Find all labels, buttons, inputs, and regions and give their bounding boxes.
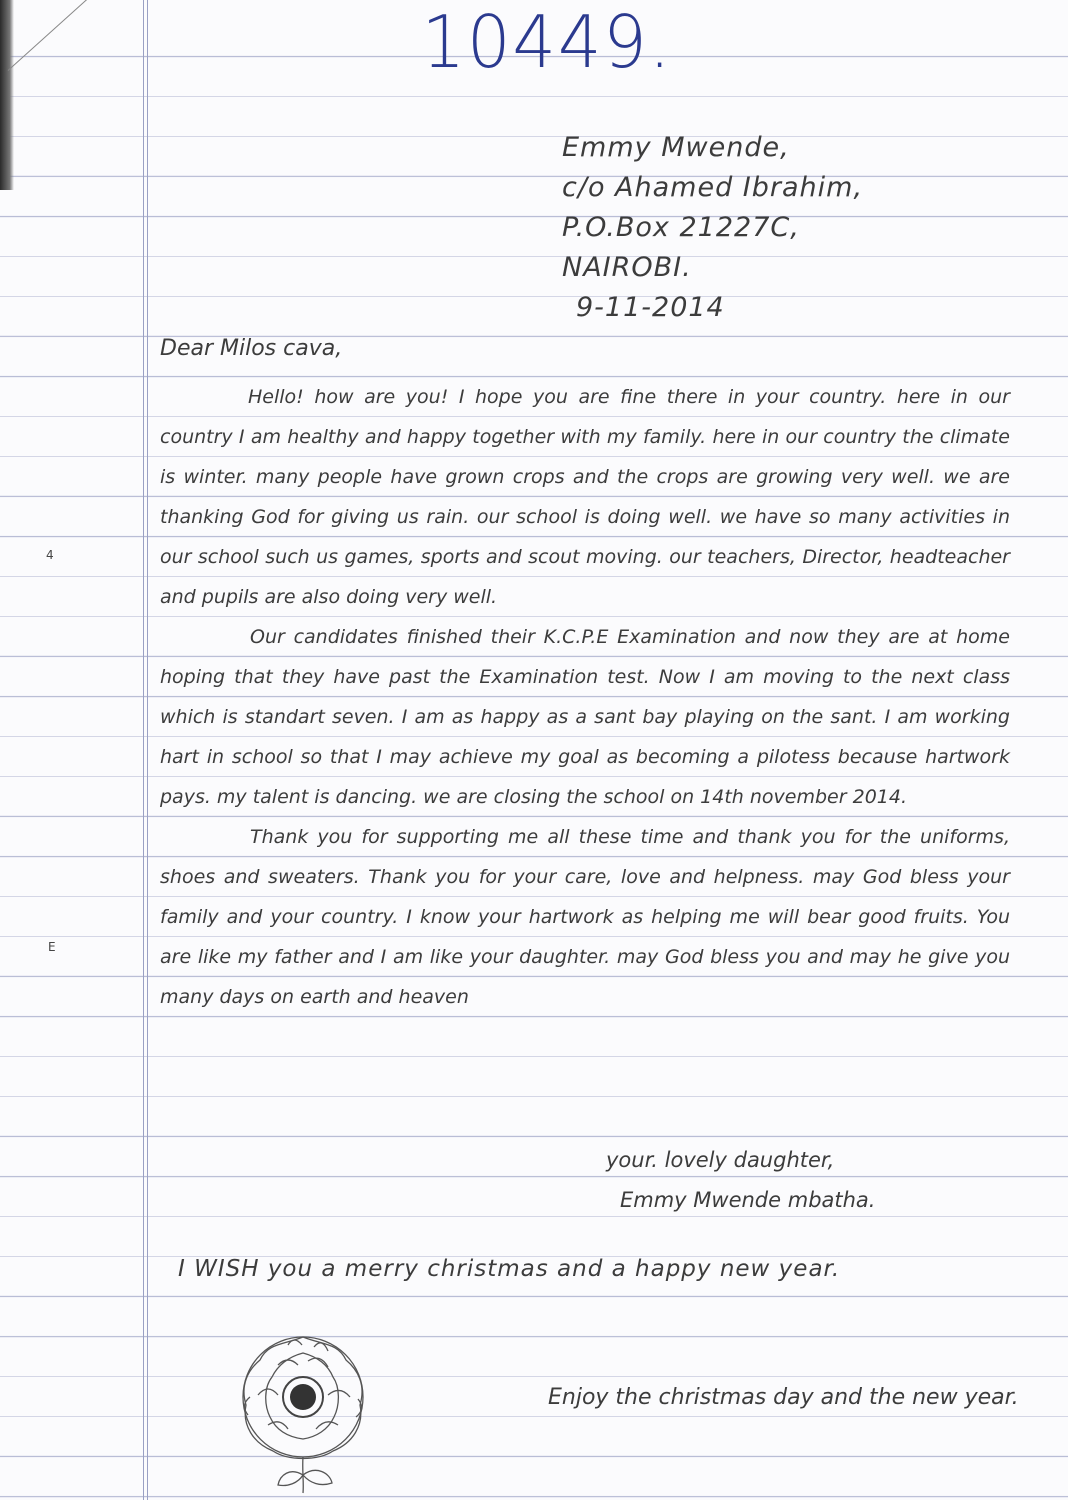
page-fold-mark bbox=[8, 0, 120, 71]
page-binding-edge bbox=[0, 0, 14, 190]
signature: Emmy Mwende mbatha. bbox=[620, 1188, 876, 1212]
address-line: P.O.Box 21227C, bbox=[562, 212, 800, 243]
address-line: NAIROBI. bbox=[562, 252, 692, 283]
christmas-wish: I WISH you a merry christmas and a happy new year. bbox=[178, 1256, 841, 1282]
margin-line bbox=[147, 0, 148, 1500]
margin-mark: 4 bbox=[46, 548, 54, 562]
margin-line bbox=[143, 0, 144, 1500]
sender-address bbox=[562, 128, 863, 328]
address-line: Emmy Mwende, bbox=[562, 132, 790, 163]
letter-paragraph: Our candidates finished their K.C.P.E Examination and now they are at home hoping that they have past the Examination test. Now I am moving to the next class which is standart seven. I am as happy as a sant bay playing on the sant. I am working hart in school so that I may achieve my goal as becoming a pilotess because hartwork pays. my talent is dancing. we are closing the school on 14th november 2014. bbox=[160, 626, 1010, 808]
closing-line: your. lovely daughter, bbox=[606, 1148, 835, 1172]
letter-paragraph: Thank you for supporting me all these time and thank you for the uniforms, shoes and sweaters. Thank you for your care, love and helpness. may God bless your family and your country. I know your hartwork as helping me will bear good fruits. You are like my father and I am like your daughter. may God bless you and may he give you many days on earth and heaven bbox=[160, 826, 1010, 1008]
address-line: c/o Ahamed Ibrahim, bbox=[562, 172, 864, 203]
letter-paragraph: Hello! how are you! I hope you are fine there in your country. here in our country I am healthy and happy together with my family. here in our country the climate is winter. many people have grown crops and the crops are growing very well. we are thanking God for giving us rain. our school is doing well. we have so many activities in our school such us games, sports and scout moving. our teachers, Director, headteacher and pupils are also doing very well. bbox=[160, 386, 1010, 608]
letter-body bbox=[160, 377, 1010, 1017]
flower-drawing-icon bbox=[228, 1325, 378, 1495]
salutation: Dear Milos cava, bbox=[160, 336, 343, 361]
letter-closing bbox=[606, 1140, 875, 1220]
margin-mark: E bbox=[48, 940, 56, 954]
reference-number: 10449. bbox=[421, 0, 673, 84]
letter-date: 9-11-2014 bbox=[576, 292, 725, 323]
enjoy-note: Enjoy the christmas day and the new year. bbox=[548, 1385, 1019, 1410]
